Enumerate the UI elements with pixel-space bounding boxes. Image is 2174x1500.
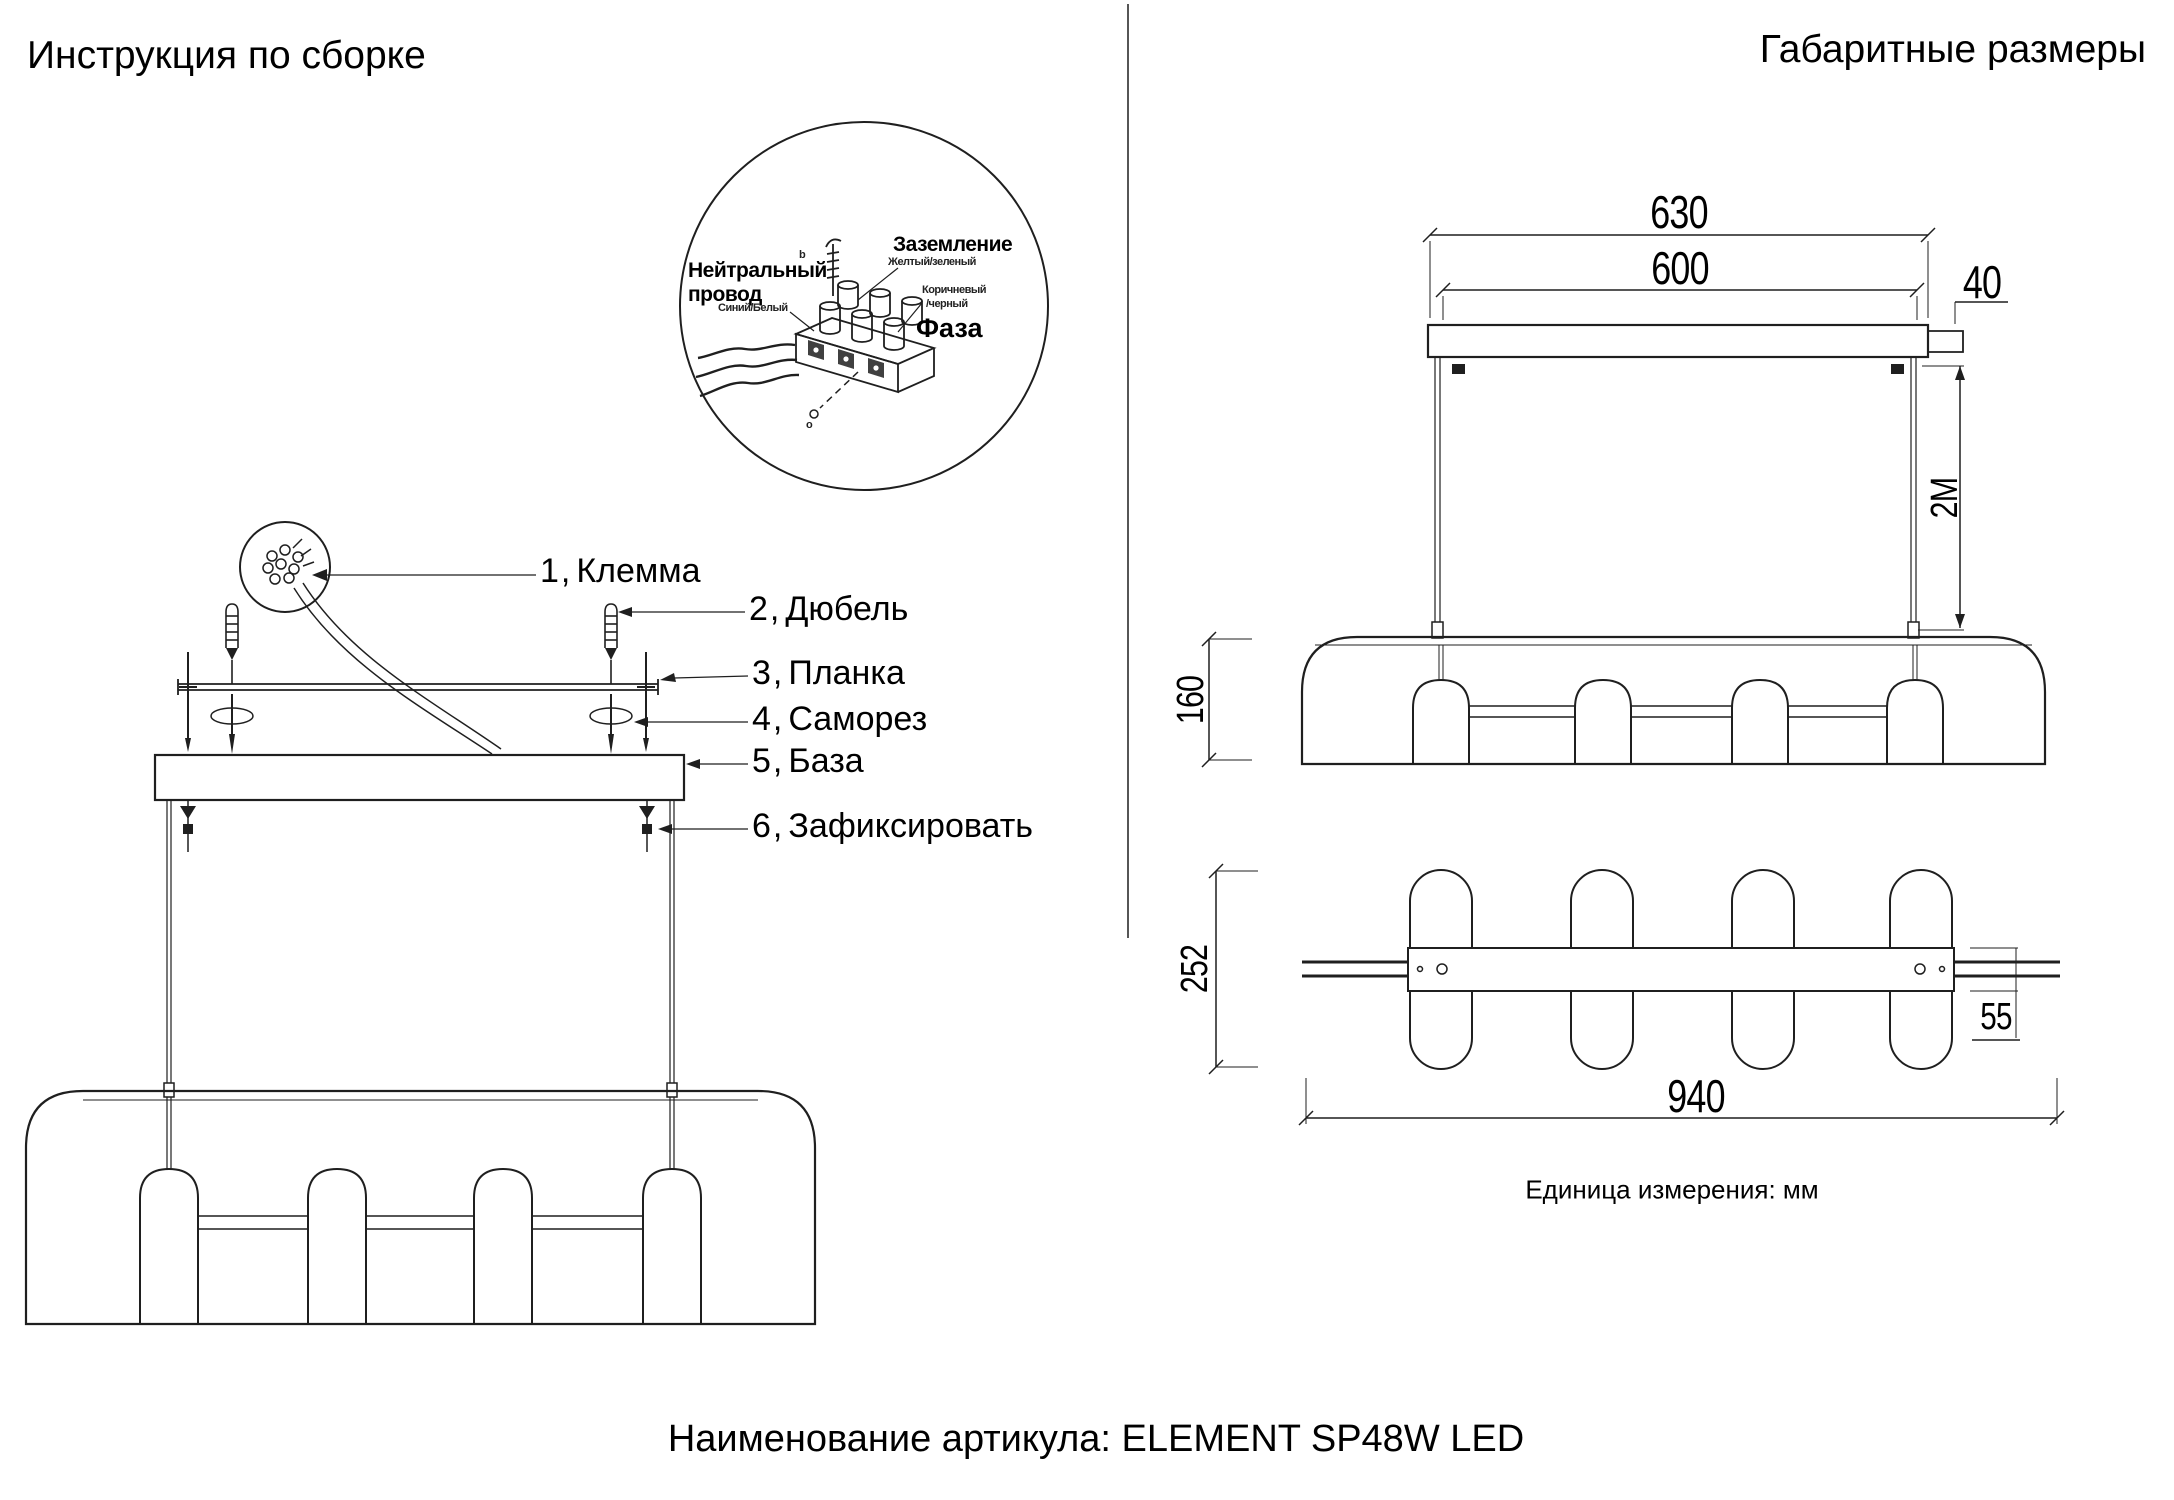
strip-screw-right [637,652,655,752]
dowel-left-icon [226,604,238,684]
led-rail-lines-right [1469,706,1887,717]
ground-leader [858,268,898,300]
suspension-cables [164,800,677,1169]
terminal-block [796,318,934,392]
dim-value-940: 940 [1667,1069,1725,1122]
dim-252 [1209,864,1258,1074]
lamp-body-front-left [26,1091,815,1324]
lock-screw-left [180,800,196,852]
dowel-right-icon [605,604,617,684]
lamp-body-front-right [1302,637,2045,764]
cable-gripper-left [1452,364,1465,374]
terminal-detail-circle [240,522,501,754]
phase-wire-color-label: /черный [926,298,968,310]
dim-value-55: 55 [1980,996,2012,1039]
selftap-screw-right [590,694,632,754]
wiring-mark-o: o [806,419,813,431]
feed-cable [303,583,501,749]
ceiling-canopy [1428,325,1963,357]
supply-wires [696,344,799,396]
leader-6 [658,824,748,834]
neutral-wire-label: Нейтральный [688,259,827,282]
dim-value-40: 40 [1962,255,2002,308]
selftap-screw-left [211,694,253,754]
inner-cables [1439,645,1917,680]
article-caption: Наименование артикула: ELEMENT SP48W LED [667,1418,1525,1461]
neutral-wire-color-label: Синий/Белый [718,302,788,314]
part-label-klemma: 1, Клемма [540,552,701,590]
cable-gripper-right [1891,364,1904,374]
left-panel-title: Инструкция по сборке [27,34,426,77]
strip-screw-left [179,652,197,752]
right-panel-title: Габаритные размеры [1759,28,2146,71]
wire-bundle-icon [263,539,314,584]
feed-cable [294,588,492,754]
leader-5 [686,759,748,769]
led-rail-lines [198,1216,643,1229]
phase-wire-label: Фаза [916,313,983,343]
dim-value-600: 600 [1651,241,1709,294]
neutral-leader [790,312,814,331]
lamp-plan-view [1302,870,2060,1069]
leader-4 [634,717,748,727]
leader-2 [618,607,745,617]
dim-value-252: 252 [1174,944,1217,994]
part-label-baza: 5, База [752,742,864,780]
suspension-cables-right [1432,357,1919,638]
dimension-drawings [1202,228,2064,1125]
part-label-dyubel: 2, Дюбель [749,590,909,628]
dim-value-2m: 2M [1924,477,1967,519]
lock-screw-right [639,800,655,852]
plan-center-bar [1408,948,1954,991]
leader-1 [312,569,536,581]
dim-value-160: 160 [1170,675,1213,725]
part-label-samorez: 4, Саморез [752,700,928,738]
units-note: Единица измерения: мм [1525,1174,1819,1205]
part-label-zafiksirovat: 6, Зафиксировать [752,807,1033,845]
phase-wire-color-label: Коричневый [922,284,986,296]
leader-3 [660,673,748,682]
wiring-mark-b: b [799,249,806,261]
ground-wire-color-label: Желтый/зеленый [888,256,976,268]
part-label-planka: 3, Планка [752,654,905,692]
base-box [155,755,684,800]
ground-wire-label: Заземление [893,233,1013,256]
neutral-wire-label: провод [688,283,762,306]
dim-value-630: 630 [1650,185,1708,238]
